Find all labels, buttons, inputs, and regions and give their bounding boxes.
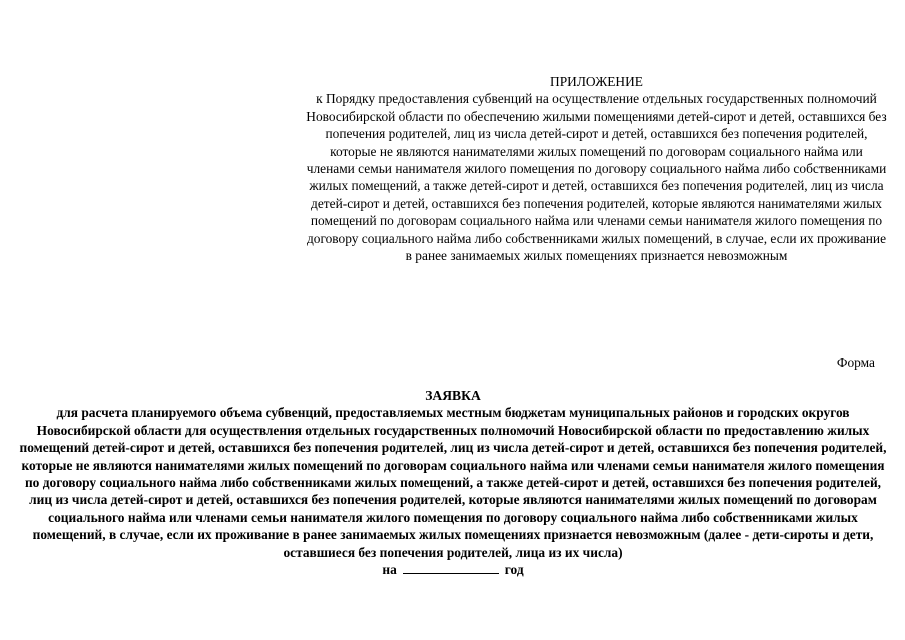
year-prefix: на (382, 562, 397, 578)
request-text: для расчета планируемого объема субвенций, предоставляемых местным бюджетам муниципальных районов и городских округов Новосибирской области для осуществления отдельных государственных полномочий Новосибирской области по предоставлению жилых помещений детей-сирот и детей, оставшихся без попечения родителей, лиц из числа детей-сирот и детей, оставшихся без попечения родителей, которые не являются нанимателями жилых помещений по договорам социального найма или членами семьи нанимателя жилого помещения по договору социального найма либо собственниками жилых помещений, а также детей-сирот и детей, оставшихся без попечения родителей, лиц из числа детей-сирот и детей, оставшихся без попечения родителей, которые являются нанимателями жилых помещений по договорам социального найма или членами семьи нанимателя жилого помещения по договору социального найма либо собственниками жилых помещений, в случае, если их проживание в ранее занимаемых жилых помещениях признается невозможным (далее - дети-сироты и дети, оставшиеся без попечения родителей, лица из их числа) (19, 405, 887, 560)
appendix-text: к Порядку предоставления субвенций на осуществление отдельных государственных полномочий Новосибирской области по обеспечению жилыми помещениями детей-сирот и детей, оставшихся без попечения родителей, лиц из числа детей-сирот и детей, оставшихся без попечения родителей, которые не являются нанимателями жилых помещений по договорам социального найма или членами семьи нанимателя жилого помещения по договору социального найма либо собственниками жилых помещений, а также детей-сирот и детей, оставшихся без попечения родителей, лиц из числа детей-сирот и детей, оставшихся без попечения родителей, которые являются нанимателями жилых помещений по договорам социального найма или членами семьи нанимателя жилого помещения по договору социального найма либо собственниками жилых помещений, в случае, если их проживание в ранее занимаемых жилых помещениях признается невозможным (306, 91, 887, 264)
year-line (18, 561, 888, 578)
appendix-title: ПРИЛОЖЕНИЕ (550, 74, 643, 89)
appendix-block (305, 73, 888, 264)
request-block (18, 387, 888, 578)
request-title: ЗАЯВКА (425, 388, 481, 403)
form-label: Форма (836, 355, 875, 370)
year-suffix: год (504, 562, 524, 578)
year-blank-field[interactable] (403, 561, 499, 574)
